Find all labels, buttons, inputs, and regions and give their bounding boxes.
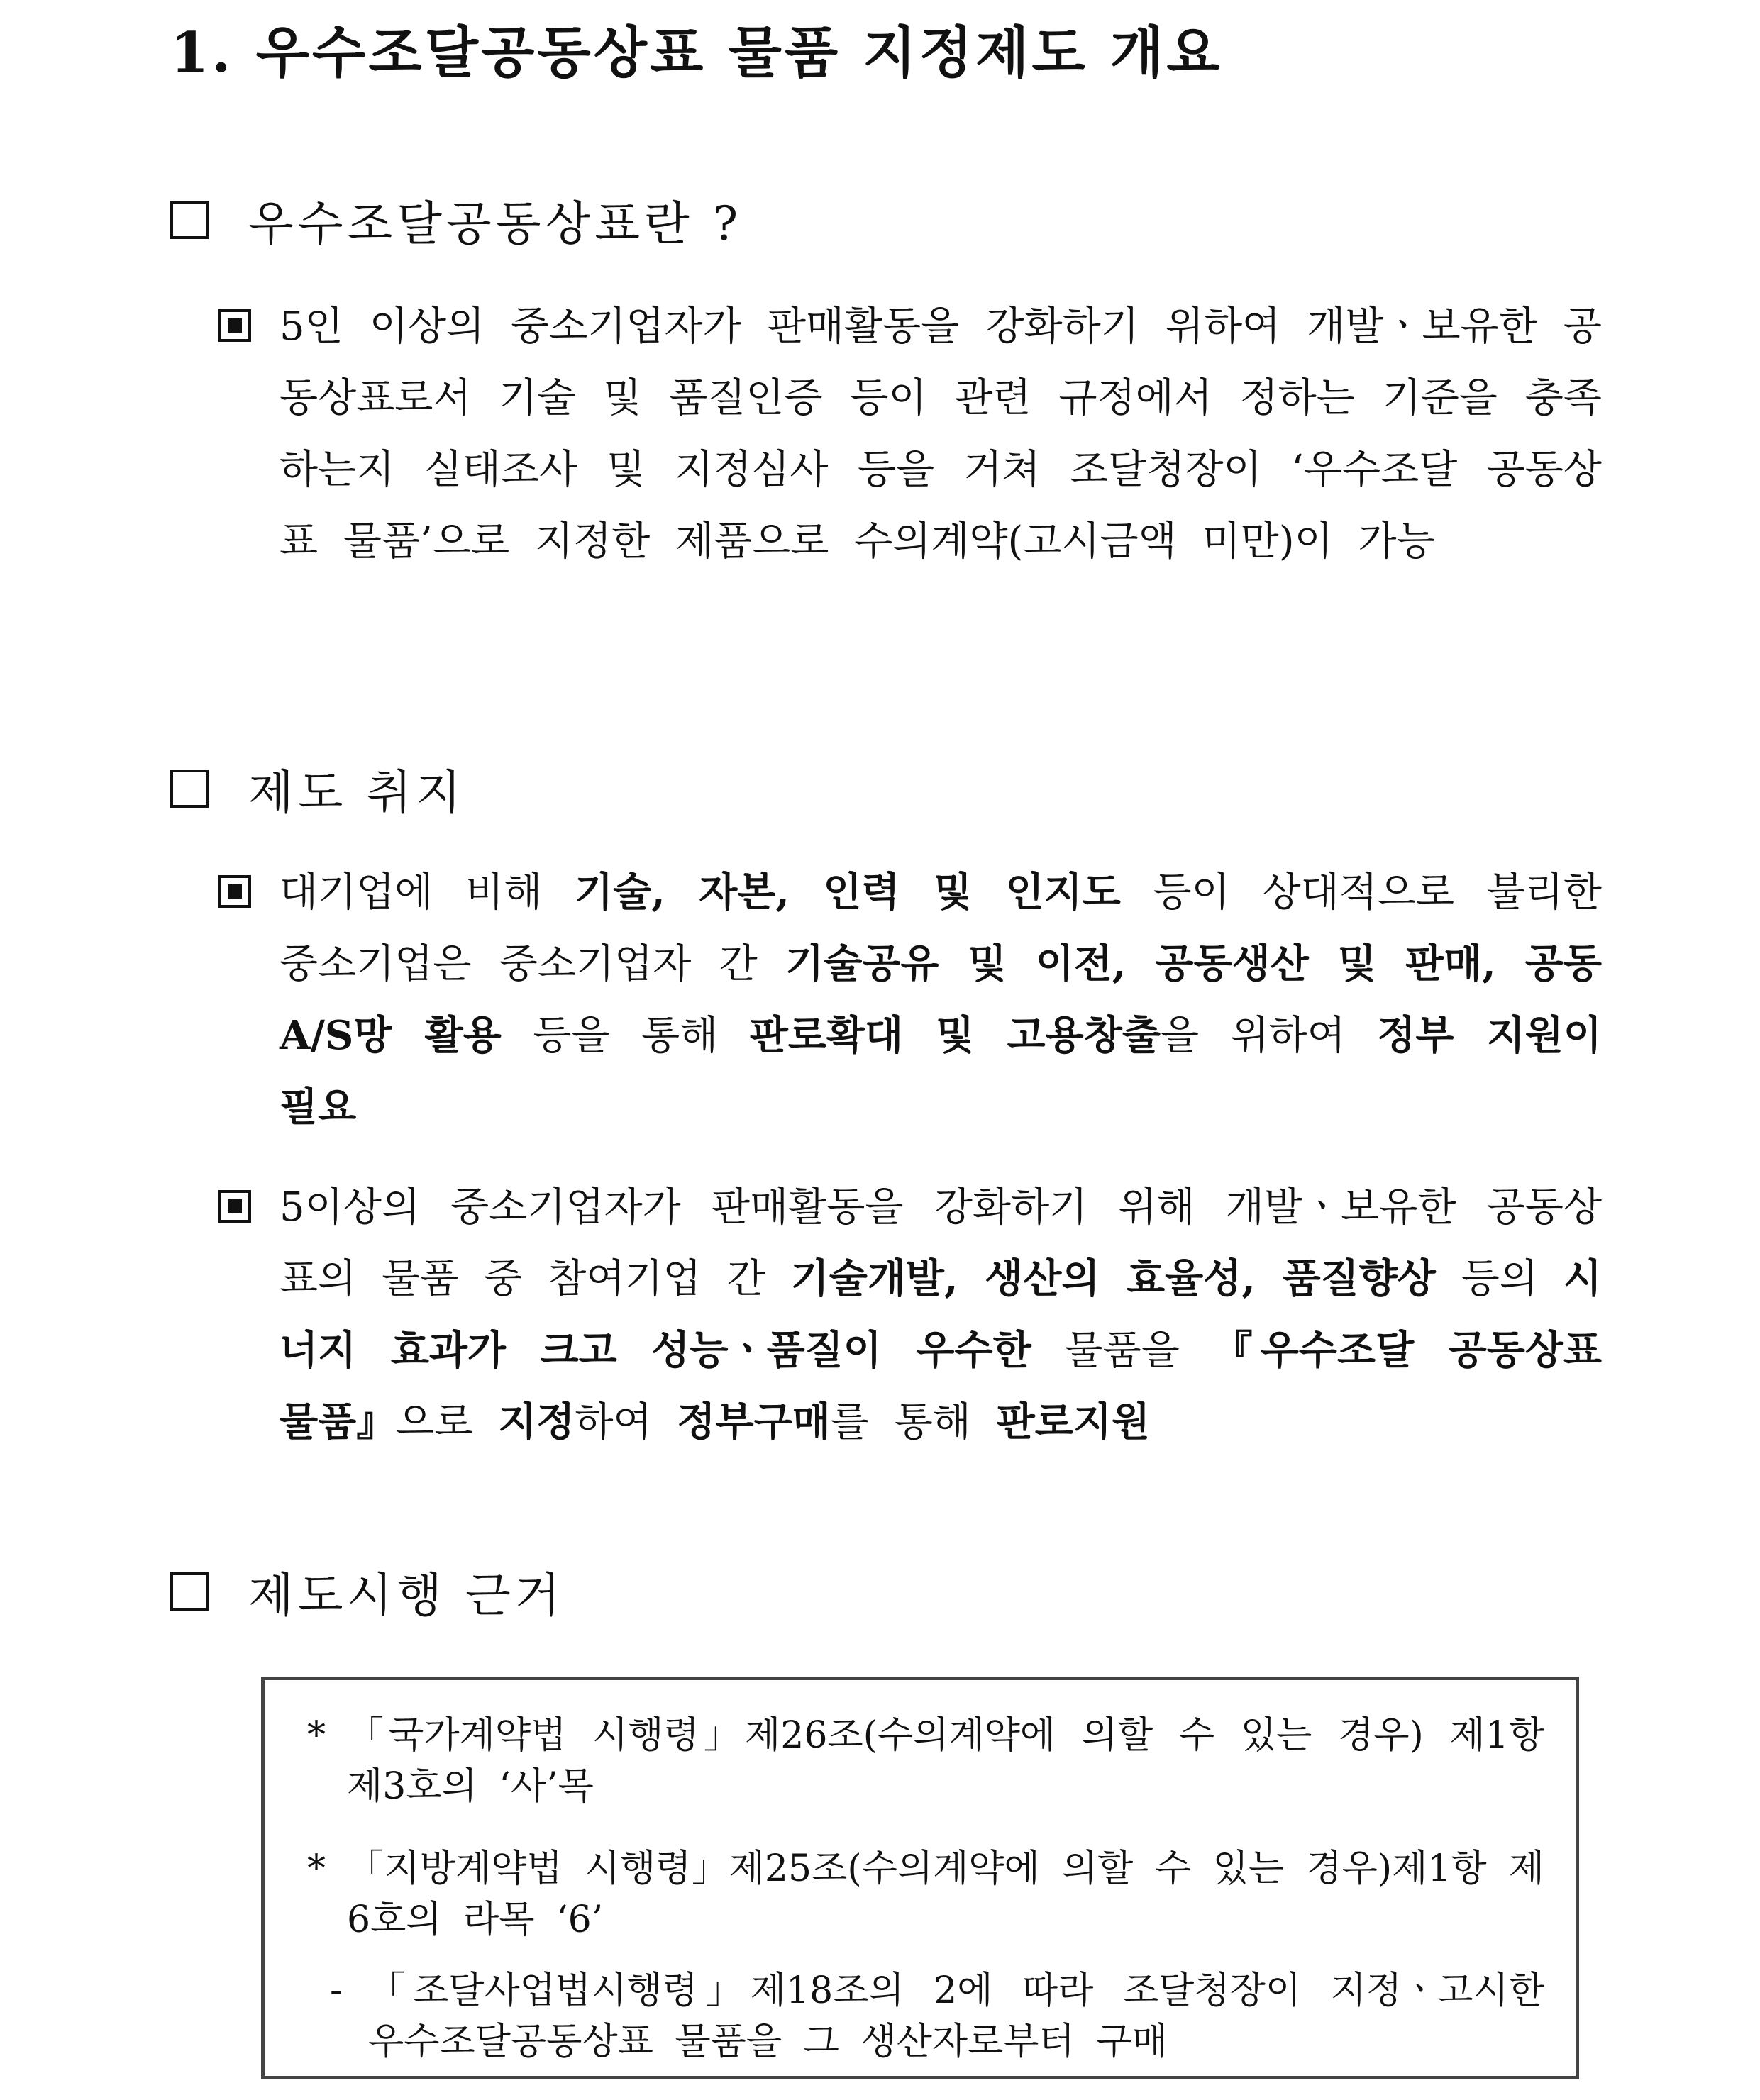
bold-text-run: 시너지 효과가 크고 성능ㆍ품질이 우수한 — [280, 1255, 1603, 1374]
text-run: 등의 — [1435, 1256, 1563, 1302]
legal-note-procurement — [330, 1965, 1544, 2067]
bold-text-run: 판로지원 — [996, 1399, 1151, 1445]
text-run: 으로 — [396, 1399, 499, 1445]
bold-text-run: 기술공유 및 이전, 공동생산 및 판매, 공동 A/S망 활용 — [280, 940, 1602, 1059]
bold-text-run: 기술개발, 생산의 효율성, 품질향상 — [790, 1255, 1436, 1302]
bold-text-run: 지정 — [498, 1399, 575, 1445]
note-marker: - — [330, 1970, 343, 2012]
bullet-text — [280, 857, 1602, 1143]
bullet-purpose-2 — [218, 1172, 1602, 1458]
bold-text-run: 기술, 자본, 인력 및 인지도 — [575, 869, 1121, 916]
note-text: 「지방계약법 시행령」제25조(수의계약에 의할 수 있는 경우)제1항 제6호의 라목 ‘6’ — [347, 1848, 1544, 1941]
text-run: 대기업에 비해 — [280, 870, 575, 916]
text-run: 물품을 — [1031, 1328, 1213, 1374]
section-heading-text: 제도 취지 — [248, 765, 466, 820]
text-run: 등을 통해 — [501, 1013, 750, 1059]
bullet-text — [280, 1172, 1602, 1458]
legal-note-national — [307, 1710, 1544, 1812]
section-heading-legal-basis — [170, 1557, 565, 1625]
checkbox-square-icon — [170, 1572, 209, 1611]
bullet-definition — [218, 291, 1602, 577]
text-run: 5이상의 중소기업자가 판매활동을 강화하기 위해 개발ㆍ보유한 공동상표의 물품 중 참여기업 간 — [280, 1184, 1602, 1302]
checkbox-square-icon — [170, 770, 209, 808]
page-title: 1. 우수조달공동상표 물품 지정제도 개요 — [170, 21, 1223, 85]
bold-text-run: 판로확대 및 고용창출 — [749, 1012, 1161, 1059]
bold-text-run: 정부구매 — [677, 1399, 831, 1445]
text-run: 등이 상대적으로 불리한 중소기업은 중소기업자 간 — [280, 870, 1602, 987]
filled-square-bullet-icon — [218, 875, 251, 908]
bullet-purpose-1 — [218, 857, 1602, 1143]
section-heading-text: 우수조달공동상표란 ? — [248, 196, 743, 251]
text-run: 를 통해 — [830, 1399, 997, 1445]
section-heading-text: 제도시행 근거 — [248, 1568, 565, 1623]
filled-square-bullet-icon — [218, 1190, 251, 1223]
text-run: 하여 — [575, 1399, 677, 1445]
bullet-text — [280, 291, 1602, 577]
legal-basis-box — [261, 1677, 1579, 2079]
legal-note-local — [307, 1843, 1544, 1945]
section-heading-definition — [170, 186, 742, 253]
text-run: 을 위하여 — [1160, 1013, 1378, 1059]
note-marker: * — [307, 1848, 326, 1890]
checkbox-square-icon — [170, 201, 209, 239]
note-marker: * — [307, 1714, 326, 1757]
text-run: 5인 이상의 중소기업자가 판매활동을 강화하기 위하여 개발ㆍ보유한 공동상표로서 기술 및 품질인증 등이 관련 규정에서 정하는 기준을 충족하는지 실태조사 및 지정심사 등을 거쳐 조달청장이 ‘우수조달 공동상표 물품’으로 지정한 제품으로 수의계약(고시금액 미만)이 가능 — [280, 304, 1602, 565]
note-text: 「국가계약법 시행령」제26조(수의계약에 의할 수 있는 경우) 제1항 제3호의 ‘사’목 — [347, 1714, 1544, 1808]
bold-text-run: 정부 지원이 필요 — [280, 1012, 1602, 1130]
section-heading-purpose — [170, 755, 465, 822]
filled-square-bullet-icon — [218, 309, 251, 342]
bold-text-run: 『우수조달 공동상표 물품』 — [280, 1327, 1602, 1445]
note-text: 「조달사업법시행령」제18조의 2에 따라 조달청장이 지정ㆍ고시한 우수조달공동상표 물품을 그 생산자로부터 구매 — [368, 1970, 1544, 2063]
